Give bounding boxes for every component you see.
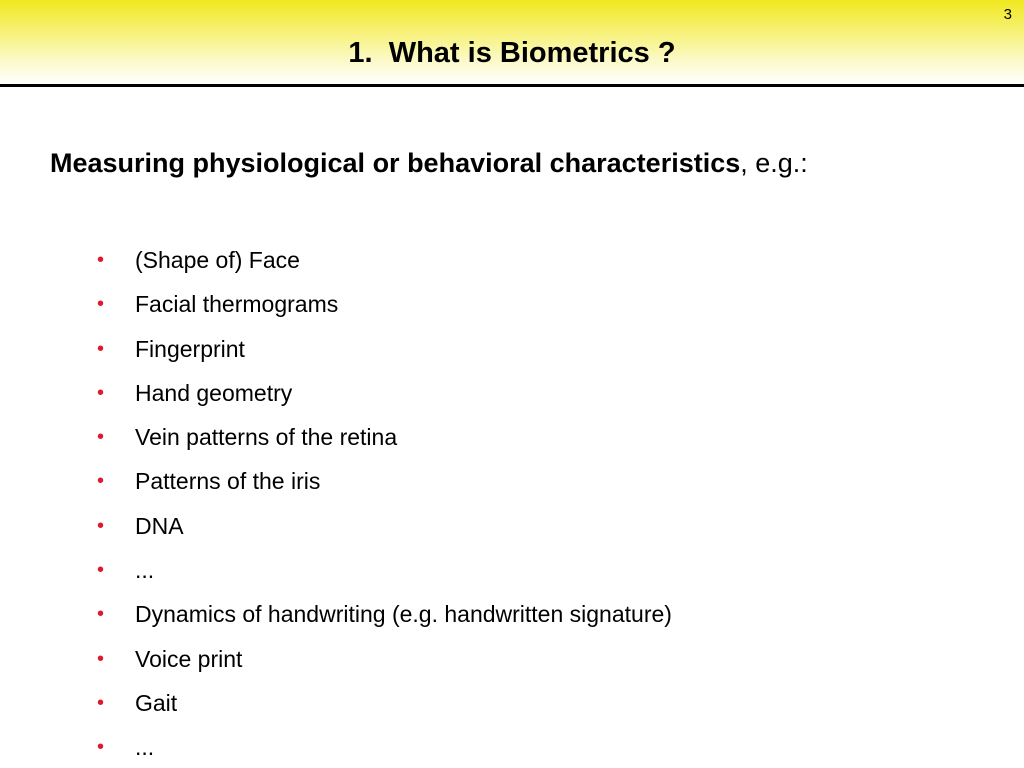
bullet-text: Hand geometry bbox=[135, 379, 293, 406]
bullet-text: ... bbox=[135, 734, 155, 761]
bullet-text: Facial thermograms bbox=[135, 291, 339, 318]
slide-title: 1. What is Biometrics ? bbox=[348, 37, 676, 69]
bullet-dot-icon: • bbox=[97, 470, 105, 493]
intro-paragraph bbox=[50, 139, 990, 187]
bullet-dot-icon: • bbox=[97, 426, 105, 449]
bullet-text: ... bbox=[135, 557, 155, 584]
bullet-text: Fingerprint bbox=[135, 335, 245, 362]
bullet-dot-icon: • bbox=[97, 337, 105, 360]
bullet-dot-icon: • bbox=[97, 249, 105, 271]
bullet-dot-icon: • bbox=[97, 736, 105, 759]
bullet-text: (Shape of) Face bbox=[135, 247, 300, 273]
page-number: 3 bbox=[1003, 6, 1012, 23]
bullet-dot-icon: • bbox=[97, 691, 105, 714]
bullet-dot-icon: • bbox=[97, 514, 105, 537]
bullet-text: Vein patterns of the retina bbox=[135, 424, 398, 451]
bullet-dot-icon: • bbox=[97, 381, 105, 404]
bullet-text: Patterns of the iris bbox=[135, 468, 321, 495]
bullet-text: Dynamics of handwriting (e.g. handwritten signature) bbox=[135, 601, 672, 628]
bullet-dot-icon: • bbox=[97, 559, 105, 582]
bullet-dot-icon: • bbox=[97, 647, 105, 670]
title-divider bbox=[0, 84, 1024, 87]
bullet-text: DNA bbox=[135, 512, 184, 539]
bullet-dot-icon: • bbox=[97, 293, 105, 316]
bullet-dot-icon: • bbox=[97, 603, 105, 626]
intro-rest-text: , e.g.: bbox=[740, 148, 808, 178]
bullet-text: Voice print bbox=[135, 645, 243, 672]
title-banner bbox=[0, 0, 1024, 84]
bullet-text: Gait bbox=[135, 689, 178, 716]
intro-bold-text: Measuring physiological or behavioral characteristics bbox=[50, 148, 741, 178]
